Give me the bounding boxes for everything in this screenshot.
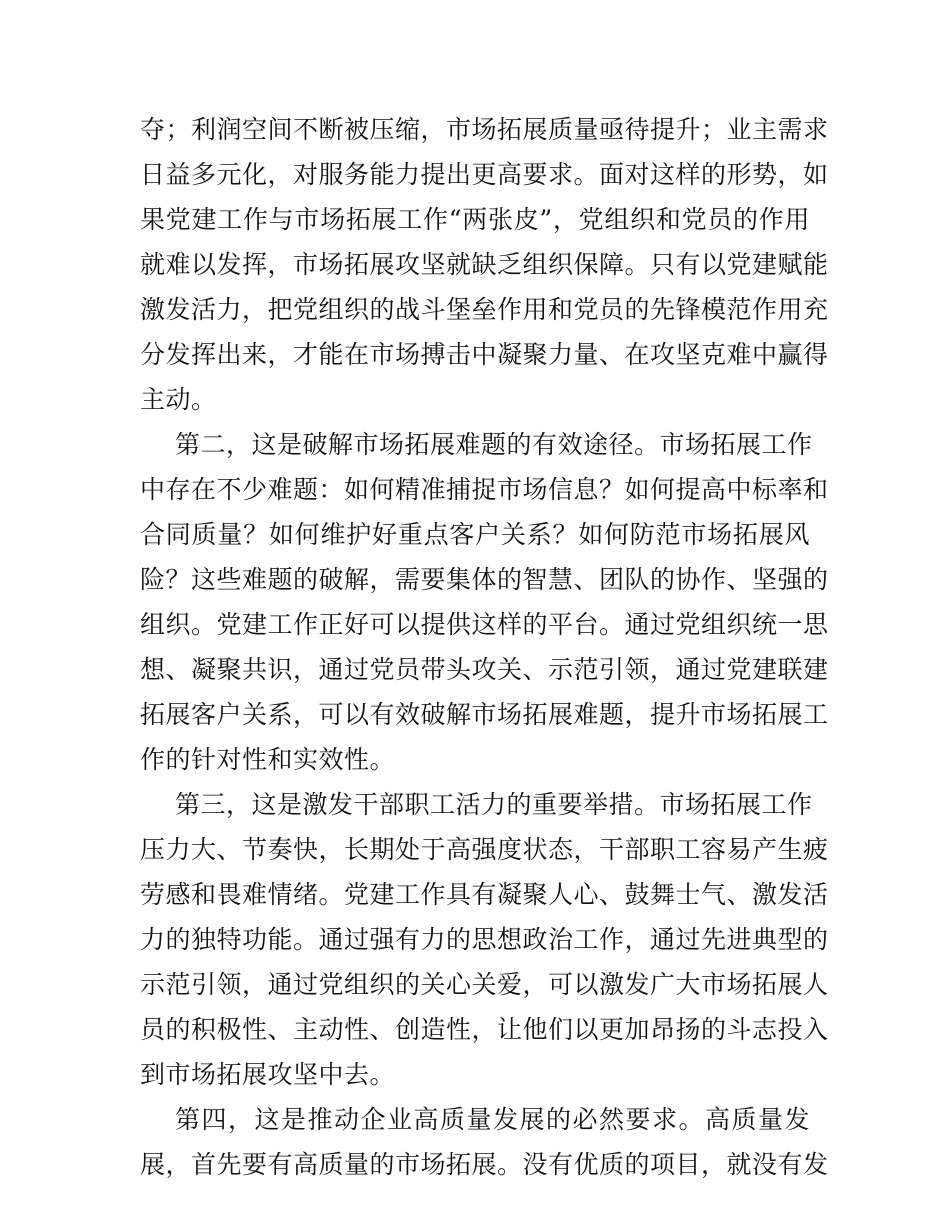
text-line: 拓展客户关系，可以有效破解市场拓展难题，提升市场拓展工 [140, 700, 829, 729]
text-line: 作的针对性和实效性。 [140, 745, 396, 774]
text-line: 员的积极性、主动性、创造性，让他们以更加昂扬的斗志投入 [140, 1015, 829, 1044]
text-line: 劳感和畏难情绪。党建工作具有凝聚人心、鼓舞士气、激发活 [140, 880, 829, 909]
text-line: 想、凝聚共识，通过党员带头攻关、示范引领，通过党建联建 [140, 655, 829, 684]
text-line: 示范引领，通过党组织的关心关爱，可以激发广大市场拓展人 [140, 970, 829, 999]
text-line: 主动。 [140, 385, 217, 414]
text-line: 展，首先要有高质量的市场拓展。没有优质的项目，就没有发 [140, 1150, 829, 1179]
paragraph-first-line: 第二，这是破解市场拓展难题的有效途径。市场拓展工作 [175, 430, 813, 459]
text-line: 日益多元化，对服务能力提出更高要求。面对这样的形势，如 [140, 160, 829, 189]
text-line: 夺；利润空间不断被压缩，市场拓展质量亟待提升；业主需求 [140, 115, 829, 144]
text-line: 力的独特功能。通过强有力的思想政治工作，通过先进典型的 [140, 925, 829, 954]
paragraph-first-line: 第四，这是推动企业高质量发展的必然要求。高质量发 [175, 1105, 810, 1134]
text-line: 分发挥出来，才能在市场搏击中凝聚力量、在攻坚克难中赢得 [140, 340, 829, 369]
text-line: 合同质量？如何维护好重点客户关系？如何防范市场拓展风 [140, 520, 810, 549]
text-line: 压力大、节奏快，长期处于高强度状态，干部职工容易产生疲 [140, 835, 829, 864]
paragraph-first-line: 第三，这是激发干部职工活力的重要举措。市场拓展工作 [175, 790, 813, 819]
text-line: 中存在不少难题：如何精准捕捉市场信息？如何提高中标率和 [140, 475, 829, 504]
text-line: 就难以发挥，市场拓展攻坚就缺乏组织保障。只有以党建赋能 [140, 250, 829, 279]
text-line: 到市场拓展攻坚中去。 [140, 1060, 396, 1089]
text-line: 组织。党建工作正好可以提供这样的平台。通过党组织统一思 [140, 610, 829, 639]
text-line: 险？这些难题的破解，需要集体的智慧、团队的协作、坚强的 [140, 565, 829, 594]
text-line: 果党建工作与市场拓展工作“两张皮”，党组织和党员的作用 [140, 205, 810, 234]
text-line: 激发活力，把党组织的战斗堡垒作用和党员的先锋模范作用充 [140, 295, 829, 324]
